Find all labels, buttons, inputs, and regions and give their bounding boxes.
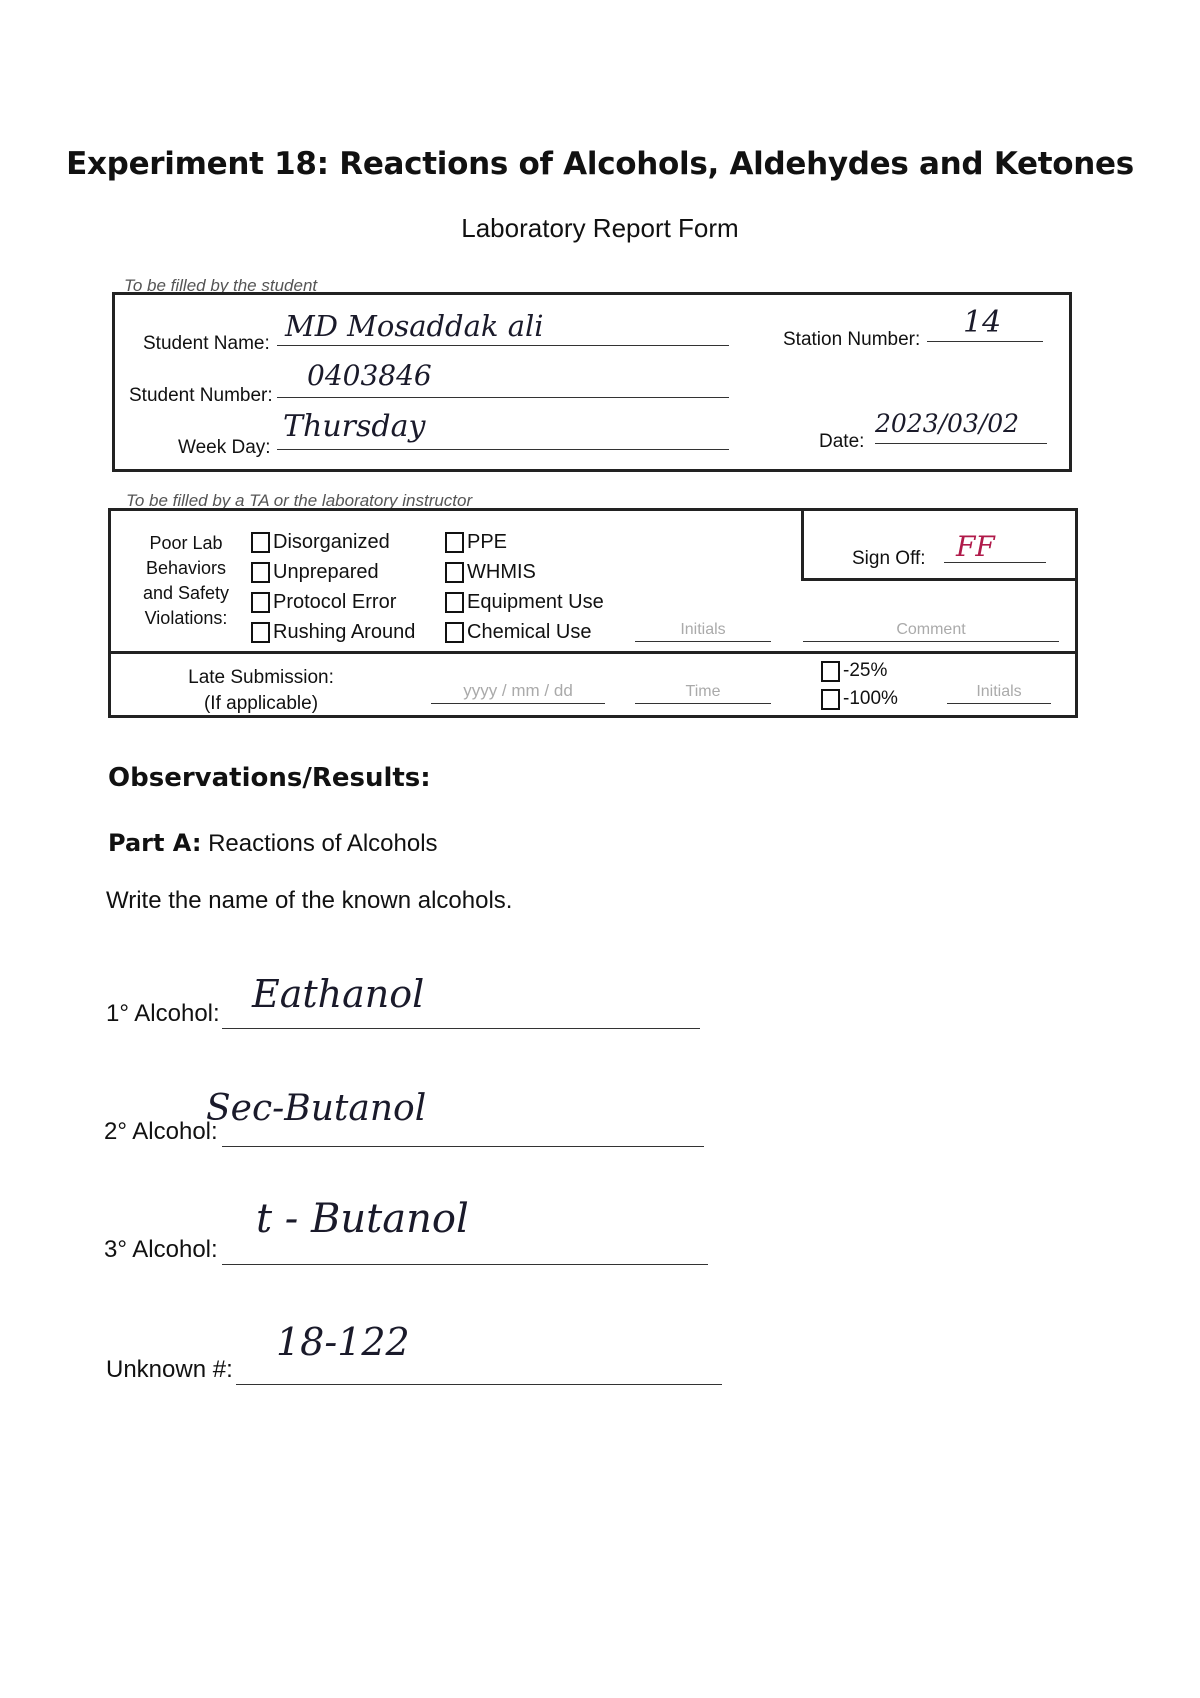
ta-violations-box [108,508,1078,718]
checkbox-disorganized[interactable] [251,527,415,557]
checkbox-equipment-use[interactable] [445,587,604,617]
unknown-value: 18-122 [276,1320,410,1364]
sign-off-box [801,508,1078,581]
unknown-label: Unknown #: [106,1356,233,1383]
checkbox-ppe[interactable] [445,527,604,557]
violations-label [123,531,249,631]
student-number-label: Student Number: [129,385,273,406]
part-a-title: Reactions of Alcohols [201,830,438,857]
late-submission-label [171,665,351,717]
checkbox-penalty-100[interactable] [821,685,898,713]
violations-label-line: Violations: [144,608,228,628]
checkbox-box[interactable] [251,532,270,553]
checkbox-box[interactable] [821,689,840,710]
late-initials-placeholder: Initials [976,683,1022,700]
alcohol-2-label: 2° Alcohol: [104,1118,218,1145]
page-title: Experiment 18: Reactions of Alcohols, Aldehydes and Ketones [66,146,1134,182]
checkbox-penalty-25[interactable] [821,657,898,685]
checkbox-box[interactable] [251,622,270,643]
student-name-label: Student Name: [143,333,270,354]
unknown-field[interactable] [236,1320,722,1385]
late-time-field[interactable] [635,683,771,704]
part-a-label: Part A: [108,829,202,857]
alcohol-1-field[interactable] [222,972,700,1029]
initials-placeholder: Initials [680,621,726,638]
checkbox-label: WHMIS [467,560,536,583]
checkbox-box[interactable] [445,592,464,613]
comment-field[interactable] [803,621,1059,642]
checkbox-unprepared[interactable] [251,557,415,587]
violation-initials-field[interactable] [635,621,771,642]
station-number-label: Station Number: [783,329,921,350]
date-field[interactable] [875,409,1047,444]
instruction-text: Write the name of the known alcohols. [106,887,513,914]
student-number-field[interactable] [277,359,729,398]
results-heading: Observations/Results: [108,763,431,793]
checkbox-label: Chemical Use [467,620,592,643]
violation-checklist-2 [445,527,604,647]
late-submission-title: Late Submission: [188,667,334,688]
alcohol-2-value: Sec-Butanol [206,1088,427,1129]
checkbox-label: Unprepared [273,560,379,583]
checkbox-box[interactable] [251,592,270,613]
date-label: Date: [819,431,865,452]
checkbox-box[interactable] [251,562,270,583]
violations-label-line: Behaviors [145,558,227,578]
comment-placeholder: Comment [896,621,966,638]
late-date-placeholder: yyyy / mm / dd [463,681,573,700]
late-date-field[interactable] [431,681,605,704]
checkbox-label: Rushing Around [273,620,416,643]
checkbox-box[interactable] [445,532,464,553]
part-a-heading [108,829,438,858]
checkbox-label: Disorganized [273,530,390,553]
station-number-field[interactable] [927,305,1043,342]
date-value: 2023/03/02 [875,409,1020,438]
checkbox-label: Equipment Use [467,590,604,613]
week-day-field[interactable] [277,409,729,450]
checkbox-label: -100% [843,688,898,709]
alcohol-3-label: 3° Alcohol: [104,1236,218,1263]
student-name-value: MD Mosaddak ali [285,309,544,343]
checkbox-label: -25% [843,660,888,681]
checkbox-whmis[interactable] [445,557,604,587]
sign-off-field[interactable] [944,530,1046,563]
sign-off-label: Sign Off: [852,548,926,569]
checkbox-label: PPE [467,530,508,553]
alcohol-2-field[interactable] [206,1088,704,1147]
week-day-value: Thursday [283,409,426,444]
ta-section-note: To be filled by a TA or the laboratory instructor [126,491,473,510]
late-initials-field[interactable] [947,683,1051,704]
student-section-note: To be filled by the student [124,276,318,295]
alcohol-3-value: t - Butanol [256,1196,469,1242]
week-day-label: Week Day: [178,437,271,458]
violation-checklist-1 [251,527,415,647]
checkbox-box[interactable] [821,661,840,682]
student-info-box [112,292,1072,472]
checkbox-label: Protocol Error [273,590,397,613]
checkbox-box[interactable] [445,562,464,583]
student-name-field[interactable] [277,309,729,346]
violations-label-line: Poor Lab [149,533,223,553]
student-number-value: 0403846 [307,359,432,392]
station-number-value: 14 [963,305,1002,340]
section-divider [111,651,1075,654]
page-subtitle: Laboratory Report Form [461,213,739,243]
violations-label-line: and Safety [142,583,230,603]
penalty-options [821,657,898,713]
checkbox-rushing-around[interactable] [251,617,415,647]
sign-off-value: FF [956,530,995,563]
checkbox-chemical-use[interactable] [445,617,604,647]
alcohol-3-field[interactable] [222,1196,708,1265]
late-time-placeholder: Time [685,683,721,700]
checkbox-box[interactable] [445,622,464,643]
checkbox-protocol-error[interactable] [251,587,415,617]
alcohol-1-value: Eathanol [252,972,425,1016]
late-submission-subtitle: (If applicable) [203,693,319,714]
alcohol-1-label: 1° Alcohol: [106,1000,220,1027]
